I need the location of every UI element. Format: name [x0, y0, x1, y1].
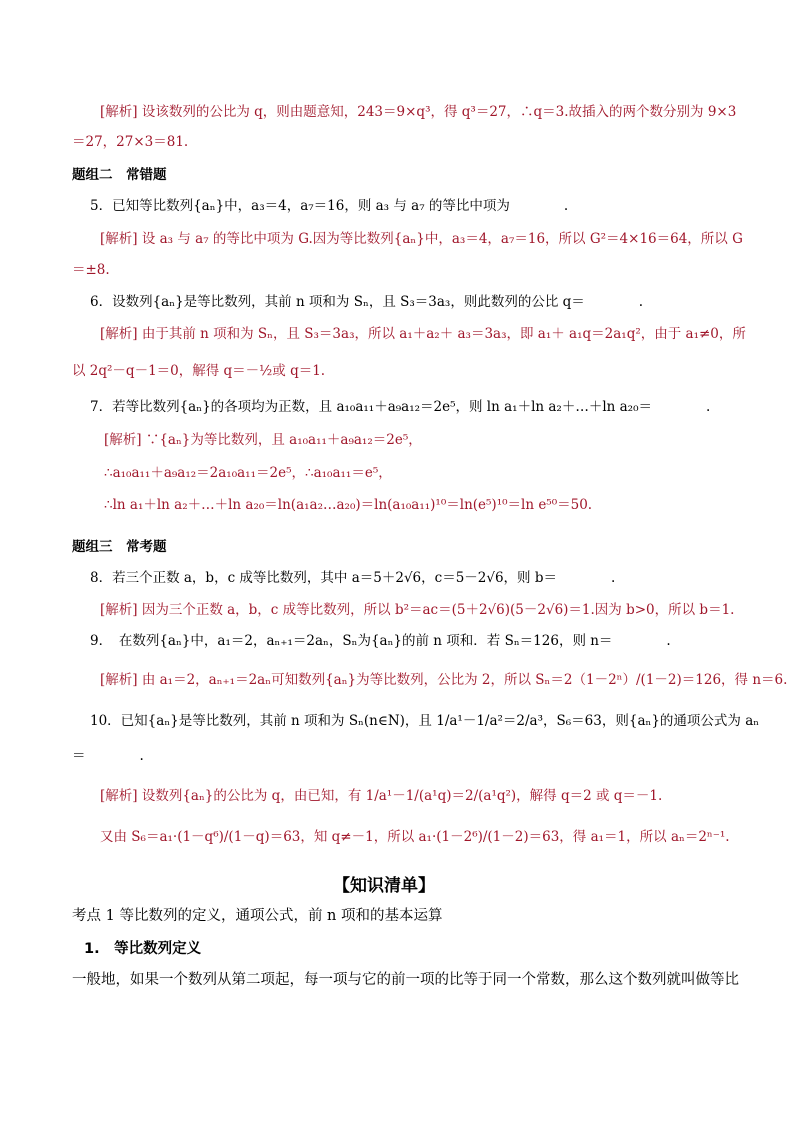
solution-line: [解析] 设数列{aₙ}的公比为 q，由已知，有 1/a¹－1/(a¹q)＝2/(a¹q²)，解得 q＝2 或 q＝－1.: [100, 788, 663, 804]
solution-line: [解析] 由 a₁＝2，aₙ₊₁＝2aₙ可知数列{aₙ}为等比数列，公比为 2，所以 Sₙ＝2（1－2ⁿ）/(1－2)＝126，得 n＝6.: [100, 672, 788, 688]
solution-line: 又由 S₆＝a₁·(1－q⁶)/(1－q)＝63，知 q≠－1，所以 a₁·(1－2⁶)/(1－2)＝63，得 a₁＝1，所以 aₙ＝2ⁿ⁻¹.: [100, 829, 730, 845]
solution-line: [解析] 设 a₃ 与 a₇ 的等比中项为 G.因为等比数列{aₙ}中，a₃＝4，a₇＝16，所以 G²＝4×16＝64，所以 G: [100, 231, 743, 247]
section-heading: 题组三 常考题: [72, 539, 167, 555]
question-line: 9． 在数列{aₙ}中，a₁＝2，aₙ₊₁＝2aₙ，Sₙ为{aₙ}的前 n 项和．若 Sₙ＝126，则 n＝ .: [90, 633, 671, 649]
solution-line: 以 2q²－q－1＝0，解得 q＝－½或 q＝1.: [72, 363, 326, 379]
body-paragraph: 一般地，如果一个数列从第二项起，每一项与它的前一项的比等于同一个常数，那么这个数列就叫做等比: [72, 972, 739, 988]
solution-line: [解析] 由于其前 n 项和为 Sₙ，且 S₃＝3a₃，所以 a₁＋a₂＋ a₃＝3a₃，即 a₁＋ a₁q＝2a₁q²，由于 a₁≠0，所: [100, 326, 746, 342]
section-heading: 题组二 常错题: [72, 167, 167, 183]
question-line: 6．设数列{aₙ}是等比数列，其前 n 项和为 Sₙ，且 S₃＝3a₃，则此数列的公比 q＝ .: [90, 294, 644, 310]
solution-line: [解析] ∵{aₙ}为等比数列，且 a₁₀a₁₁＋a₉a₁₂＝2e⁵，: [104, 432, 422, 448]
subsection-heading: 1. 等比数列定义: [84, 941, 202, 957]
solution-line: [解析] 设该数列的公比为 q，则由题意知，243＝9×q³，得 q³＝27，∴q＝3.故插入的两个数分别为 9×3: [100, 104, 737, 120]
question-line: 5．已知等比数列{aₙ}中，a₃＝4，a₇＝16，则 a₃ 与 a₇ 的等比中项为 .: [90, 198, 569, 214]
solution-line: ＝±8.: [72, 262, 110, 278]
question-line: 10．已知{aₙ}是等比数列，其前 n 项和为 Sₙ(n∈N)，且 1/a¹－1/a²＝2/a³，S₆＝63，则{aₙ}的通项公式为 aₙ: [90, 713, 760, 729]
solution-line: [解析] 因为三个正数 a，b，c 成等比数列，所以 b²＝ac＝(5＋2√6)(5－2√6)＝1.因为 b>0，所以 b＝1.: [100, 602, 735, 618]
knowledge-list-title: 【知识清单】: [333, 876, 435, 896]
topic-line: 考点 1 等比数列的定义，通项公式，前 n 项和的基本运算: [72, 908, 443, 924]
question-line: ＝ .: [72, 748, 144, 764]
question-line: 8．若三个正数 a，b，c 成等比数列，其中 a＝5＋2√6，c＝5－2√6，则 b＝ .: [90, 570, 616, 586]
solution-line: ∴ln a₁＋ln a₂＋…＋ln a₂₀＝ln(a₁a₂…a₂₀)＝ln(a₁₀a₁₁)¹⁰＝ln(e⁵)¹⁰＝ln e⁵⁰＝50.: [104, 497, 593, 513]
solution-line: ＝27，27×3＝81.: [72, 134, 189, 150]
question-line: 7．若等比数列{aₙ}的各项均为正数，且 a₁₀a₁₁＋a₉a₁₂＝2e⁵，则 ln a₁＋ln a₂＋…＋ln a₂₀＝ .: [90, 399, 711, 415]
solution-line: ∴a₁₀a₁₁＋a₉a₁₂＝2a₁₀a₁₁＝2e⁵，∴a₁₀a₁₁＝e⁵，: [104, 465, 392, 481]
